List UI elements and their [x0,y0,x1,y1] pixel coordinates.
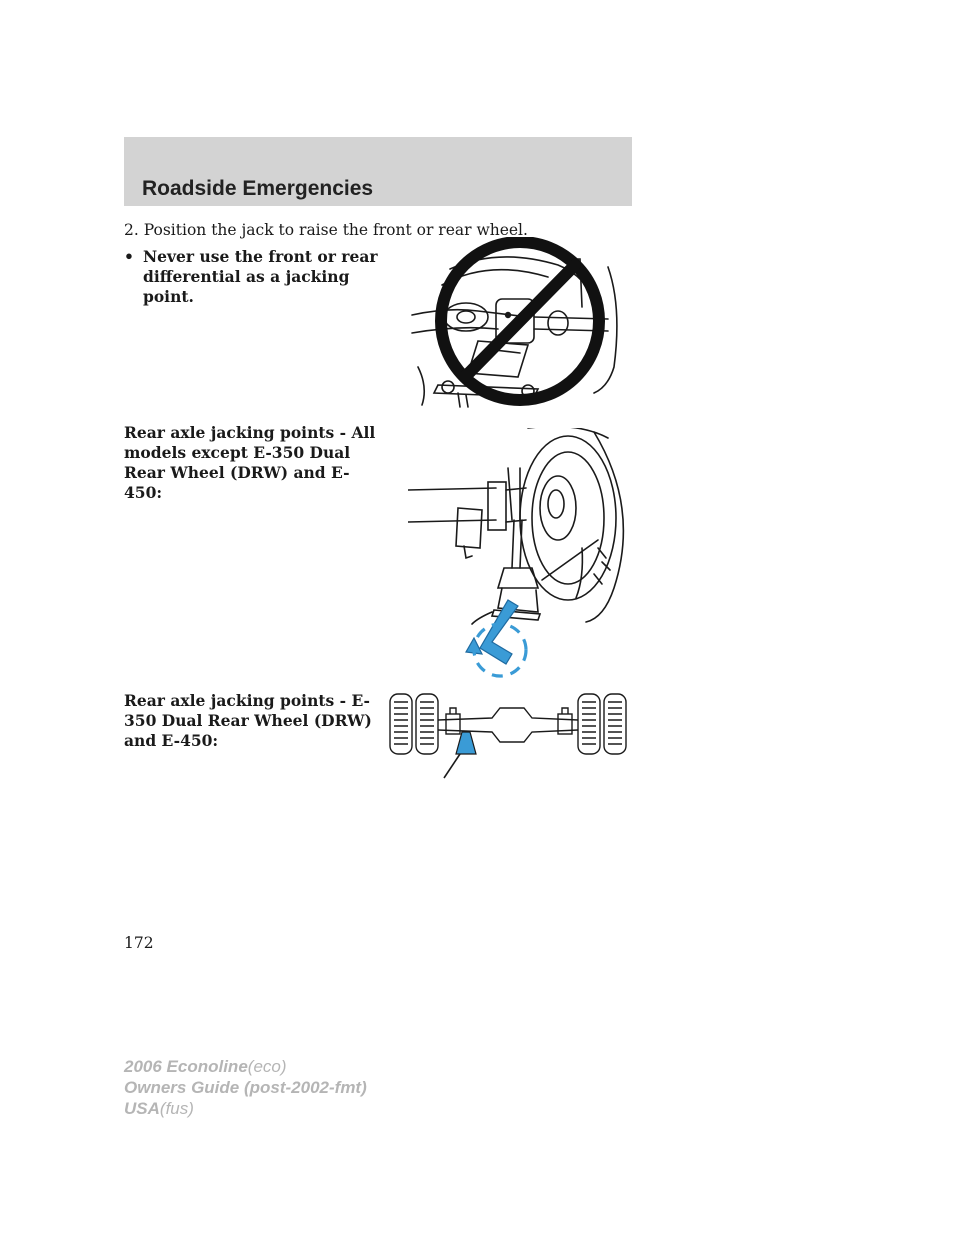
rear-axle-figure [408,428,632,680]
section-title: Roadside Emergencies [142,177,374,200]
bullet-marker: • [124,247,134,266]
no-differential-figure [408,237,632,409]
footer-line-3: USA(fus) [124,1099,194,1118]
drw-axle-figure [388,688,632,780]
rear-axle-heading: Rear axle jacking points - All models except E-350 Dual Rear Wheel (DRW) and E-450: [124,423,376,502]
step-instruction: 2. Position the jack to raise the front or rear wheel. [124,221,528,239]
header-band [124,137,632,206]
dual-rear-wheels-right [578,694,626,754]
drw-axle-heading: Rear axle jacking points - E-350 Dual Rear Wheel (DRW) and E-450: [124,691,372,750]
dual-rear-wheels-left [390,694,438,754]
footer-line-1: 2006 Econoline(eco) [124,1057,287,1076]
rear-axle-drawing [408,428,623,624]
footer-line-2: Owners Guide (post-2002-fmt) [124,1078,367,1097]
bullet-text: Never use the front or rear differential as a jacking point. [143,247,378,306]
prohibition-icon [441,242,599,400]
axle-housing [438,708,578,742]
page-number: 172 [124,934,154,952]
document-footer [124,1056,367,1119]
jack-drawing [444,732,476,778]
